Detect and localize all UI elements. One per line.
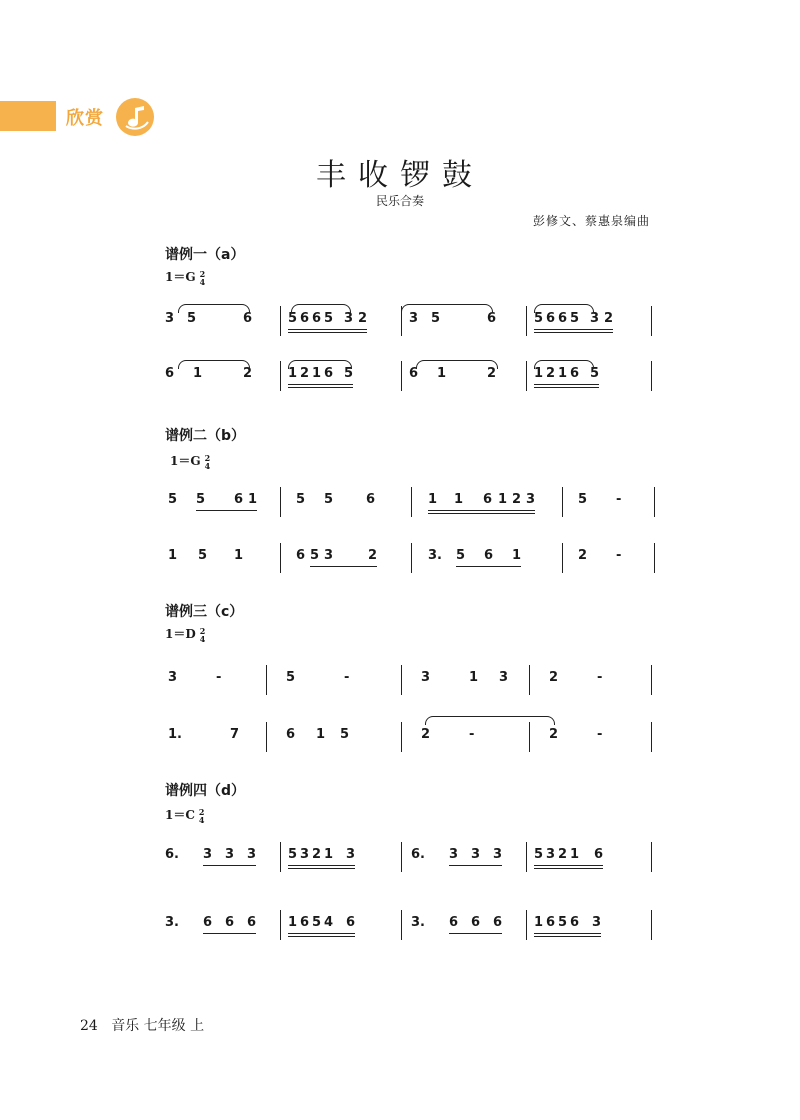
score-note: 6 (234, 492, 244, 507)
barline (280, 842, 281, 872)
barline (651, 306, 652, 336)
barline (526, 361, 527, 391)
score-note: 6 (546, 915, 556, 930)
score-note: 2 (549, 670, 559, 685)
barline (529, 722, 530, 752)
beam-line (428, 513, 535, 514)
score-note: 5 (198, 548, 208, 563)
score-note: 6 (409, 366, 419, 381)
score-note: 1 (469, 670, 479, 685)
score-note: 5 (168, 492, 178, 507)
score-note: 1 (234, 548, 244, 563)
score-note: 5 (324, 311, 334, 326)
score-note: 1 (193, 366, 203, 381)
barline (651, 722, 652, 752)
barline (401, 910, 402, 940)
score-note: - (597, 670, 603, 685)
barline (651, 665, 652, 695)
score-note: - (616, 548, 622, 563)
barline (651, 361, 652, 391)
score-note: 5 (558, 915, 568, 930)
score-note: 1 (168, 548, 178, 563)
score-note: 6 (286, 727, 296, 742)
score-note: 3 (409, 311, 419, 326)
score-note: 5 (196, 492, 206, 507)
score-note: 3 (590, 311, 600, 326)
barline (526, 306, 527, 336)
score-note: 2 (368, 548, 378, 563)
barline (280, 306, 281, 336)
score-note: 3 (493, 847, 503, 862)
beam-line (288, 384, 353, 385)
score-note: - (216, 670, 222, 685)
beam-line (449, 933, 502, 934)
score-note: 3 (168, 670, 178, 685)
slur-mark (291, 304, 351, 313)
score-note: 1 (512, 548, 522, 563)
score-note: 5 (310, 548, 320, 563)
score-note: 3 (203, 847, 213, 862)
score-note: 6 (247, 915, 257, 930)
barline (280, 910, 281, 940)
barline (401, 722, 402, 752)
score-note: 6 (296, 548, 306, 563)
score-note: 3 (300, 847, 310, 862)
score-note: - (469, 727, 475, 742)
score-note: 2 (604, 311, 614, 326)
score-note: 6. (165, 847, 179, 862)
beam-line (534, 329, 613, 330)
score-note: 6 (487, 311, 497, 326)
score-note: 7 (230, 727, 240, 742)
barline (562, 487, 563, 517)
beam-line (288, 865, 355, 866)
score-note: 2 (300, 366, 310, 381)
score-note: 2 (546, 366, 556, 381)
score-note: 6 (324, 366, 334, 381)
score-note: 3 (346, 847, 356, 862)
score-note: 6 (493, 915, 503, 930)
beam-line (288, 933, 355, 934)
example-3-key: 1＝D 2 4 (165, 625, 206, 644)
score-note: 3 (471, 847, 481, 862)
score-note: 5 (570, 311, 580, 326)
score-note: - (616, 492, 622, 507)
barline (280, 361, 281, 391)
score-note: 1 (288, 915, 298, 930)
score-note: 3. (411, 915, 425, 930)
score-note: 2 (487, 366, 497, 381)
score-note: 1 (437, 366, 447, 381)
score-note: 6 (165, 366, 175, 381)
score-note: 3 (526, 492, 536, 507)
score-note: 3. (165, 915, 179, 930)
barline (651, 910, 652, 940)
barline (266, 665, 267, 695)
score-note: 3 (546, 847, 556, 862)
score-note: 6 (449, 915, 459, 930)
score-note: 6 (558, 311, 568, 326)
beam-line (203, 933, 256, 934)
score-note: 1 (534, 366, 544, 381)
example-4-key: 1＝C 2 4 (165, 806, 205, 825)
score-note: 1 (428, 492, 438, 507)
barline (411, 487, 412, 517)
example-3-label: 谱例三（c） (165, 604, 244, 620)
score-note: 6 (570, 915, 580, 930)
slur-mark (534, 360, 594, 369)
page-number: 24 (80, 1018, 98, 1034)
slur-mark (534, 304, 594, 313)
score-note: 1 (312, 366, 322, 381)
barline (526, 842, 527, 872)
beam-line (288, 329, 367, 330)
score-note: 5 (187, 311, 197, 326)
score-note: 2 (358, 311, 368, 326)
slur-mark (178, 360, 250, 369)
slur-mark (401, 304, 493, 313)
barline (401, 665, 402, 695)
beam-line (288, 936, 355, 937)
barline (266, 722, 267, 752)
beam-line (428, 510, 535, 511)
score-note: 6 (594, 847, 604, 862)
barline (529, 665, 530, 695)
score-note: 1 (288, 366, 298, 381)
score-note: 4 (324, 915, 334, 930)
beam-line (534, 384, 599, 385)
score-note: 6 (225, 915, 235, 930)
score-note: 1 (316, 727, 326, 742)
barline (411, 543, 412, 573)
score-note: 5 (578, 492, 588, 507)
piece-title: 丰收锣鼓 (316, 158, 484, 193)
score-note: 1 (534, 915, 544, 930)
barline (562, 543, 563, 573)
slur-mark (288, 360, 352, 369)
slur-mark (178, 304, 250, 313)
beam-line (449, 865, 502, 866)
beam-line (534, 933, 601, 934)
barline (651, 842, 652, 872)
score-note: 2 (578, 548, 588, 563)
score-note: 6 (483, 492, 493, 507)
score-note: 6 (312, 311, 322, 326)
score-note: 2 (243, 366, 253, 381)
example-2-key: 1＝G 2 4 (170, 452, 211, 471)
score-note: 2 (512, 492, 522, 507)
piece-subtitle: 民乐合奏 (375, 194, 424, 208)
score-note: 5 (288, 311, 298, 326)
score-note: 5 (534, 311, 544, 326)
score-note: 2 (312, 847, 322, 862)
score-note: - (597, 727, 603, 742)
score-note: 5 (340, 727, 350, 742)
beam-line (196, 510, 257, 511)
score-note: 6 (300, 311, 310, 326)
score-note: 6 (243, 311, 253, 326)
score-note: 5 (534, 847, 544, 862)
beam-line (288, 387, 353, 388)
score-note: 3 (225, 847, 235, 862)
score-note: 3 (324, 548, 334, 563)
beam-line (534, 868, 603, 869)
barline (280, 487, 281, 517)
score-note: 6 (471, 915, 481, 930)
score-note: 6 (300, 915, 310, 930)
example-1-key: 1＝G 2 4 (165, 268, 206, 287)
score-note: 1 (454, 492, 464, 507)
score-note: 6 (484, 548, 494, 563)
score-note: 5 (288, 847, 298, 862)
score-note: 3 (592, 915, 602, 930)
score-note: 3. (428, 548, 442, 563)
score-note: 1 (324, 847, 334, 862)
score-note: 6 (366, 492, 376, 507)
score-note: 5 (431, 311, 441, 326)
score-note: 1 (248, 492, 258, 507)
page-footer (80, 1015, 204, 1035)
score-note: 5 (312, 915, 322, 930)
barline (526, 910, 527, 940)
beam-line (534, 936, 601, 937)
beam-line (534, 865, 603, 866)
barline (654, 487, 655, 517)
score-note: 3 (344, 311, 354, 326)
score-note: 2 (549, 727, 559, 742)
beam-line (534, 332, 613, 333)
score-note: 6 (203, 915, 213, 930)
score-note: 6 (570, 366, 580, 381)
score-note: 3 (499, 670, 509, 685)
score-note: 2 (558, 847, 568, 862)
beam-line (288, 868, 355, 869)
score-note: 1 (498, 492, 508, 507)
score-note: 6 (546, 311, 556, 326)
score-note: 1. (168, 727, 182, 742)
score-note: 3 (421, 670, 431, 685)
tie-mark (425, 716, 555, 725)
score-note: 2 (421, 727, 431, 742)
example-2-label: 谱例二（b） (165, 428, 246, 444)
barline (401, 361, 402, 391)
score-note: 6. (411, 847, 425, 862)
beam-line (534, 387, 599, 388)
example-1-label: 谱例一（a） (165, 247, 245, 263)
score-note: 5 (296, 492, 306, 507)
beam-line (310, 566, 377, 567)
slur-mark (416, 360, 498, 369)
barline (401, 842, 402, 872)
score-note: 1 (570, 847, 580, 862)
section-label: 欣赏 (66, 108, 104, 129)
score-note: 3 (247, 847, 257, 862)
score-note: 6 (346, 915, 356, 930)
beam-line (203, 865, 256, 866)
section-tab (0, 101, 56, 131)
score-note: 3 (449, 847, 459, 862)
score-note: 1 (558, 366, 568, 381)
score-note: 5 (286, 670, 296, 685)
barline (280, 543, 281, 573)
beam-line (288, 332, 367, 333)
score-note: 3 (165, 311, 175, 326)
barline (654, 543, 655, 573)
music-note-icon (114, 96, 156, 138)
example-4-label: 谱例四（d） (165, 783, 246, 799)
beam-line (456, 566, 521, 567)
score-note: 5 (590, 366, 600, 381)
score-note: 5 (344, 366, 354, 381)
book-title: 音乐 七年级 上 (111, 1018, 205, 1034)
score-note: - (344, 670, 350, 685)
score-note: 5 (456, 548, 466, 563)
composer-credit: 彭修文、蔡惠泉编曲 (532, 214, 650, 228)
score-note: 5 (324, 492, 334, 507)
